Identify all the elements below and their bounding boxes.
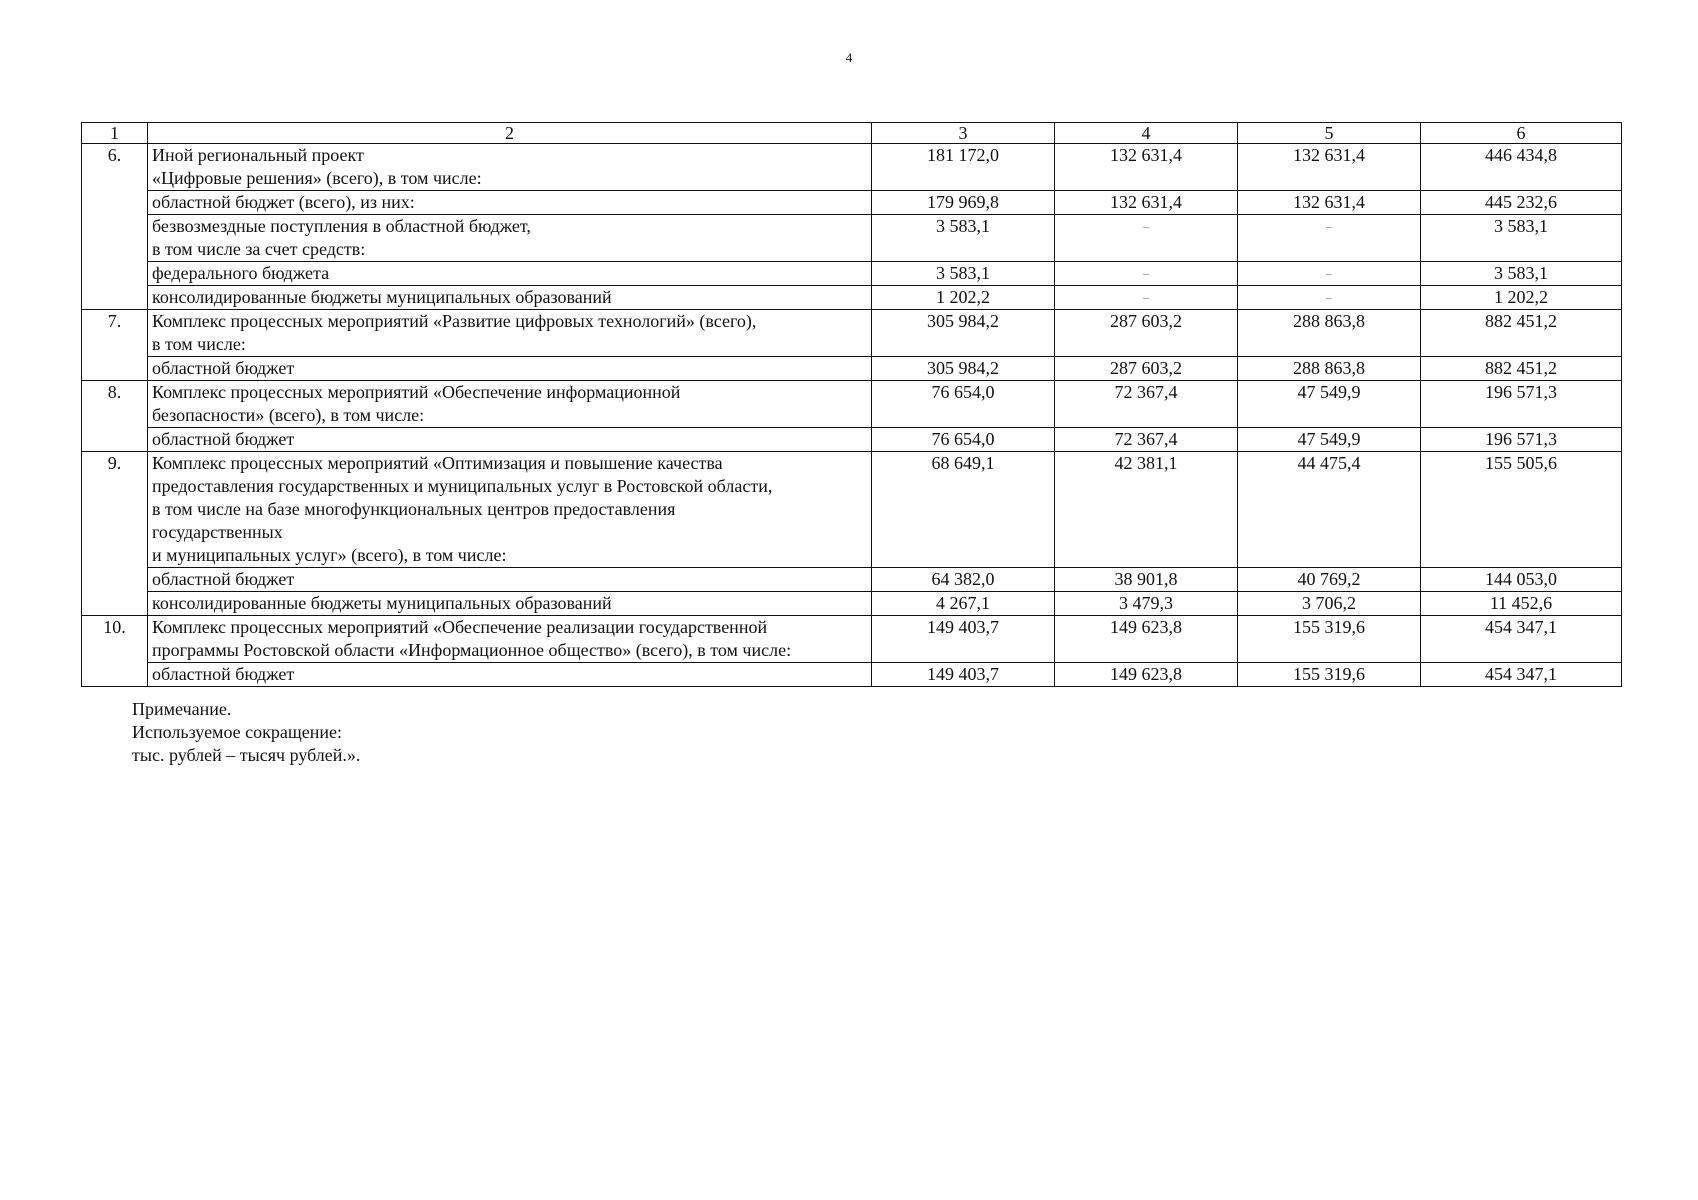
table-row: [82, 215, 1622, 262]
text-line: в том числе на базе многофункциональных центров предоставления: [152, 499, 676, 519]
value-cell: 454 347,1: [1421, 616, 1622, 663]
text-line: Комплекс процессных мероприятий «Оптимизация и повышение качества: [152, 453, 723, 473]
budget-table: [81, 122, 1622, 687]
value-cell: –: [1238, 262, 1421, 286]
row-description: [148, 616, 872, 663]
text-line: федерального бюджета: [152, 263, 330, 283]
text-line: консолидированные бюджеты муниципальных образований: [152, 593, 612, 613]
text-line: областной бюджет: [152, 569, 295, 589]
text-line: Комплекс процессных мероприятий «Развитие цифровых технологий» (всего),: [152, 311, 757, 331]
value-cell: 149 623,8: [1055, 616, 1238, 663]
value-cell: 38 901,8: [1055, 568, 1238, 592]
value-cell: 149 623,8: [1055, 663, 1238, 687]
value-cell: –: [1055, 262, 1238, 286]
text-line: и муниципальных услуг» (всего), в том числе:: [152, 545, 507, 565]
value-cell: 132 631,4: [1238, 191, 1421, 215]
text-line: областной бюджет (всего), из них:: [152, 192, 415, 212]
value-cell: 68 649,1: [872, 452, 1055, 568]
value-cell: 72 367,4: [1055, 428, 1238, 452]
value-cell: 454 347,1: [1421, 663, 1622, 687]
column-header: 6: [1421, 123, 1622, 144]
item-number: 9.: [82, 452, 148, 616]
value-cell: 11 452,6: [1421, 592, 1622, 616]
row-description: [148, 357, 872, 381]
value-cell: 155 319,6: [1238, 663, 1421, 687]
row-description: [148, 568, 872, 592]
row-description: [148, 144, 872, 191]
value-cell: 132 631,4: [1238, 144, 1421, 191]
value-cell: 288 863,8: [1238, 310, 1421, 357]
value-cell: 179 969,8: [872, 191, 1055, 215]
row-description: [148, 592, 872, 616]
value-cell: 155 319,6: [1238, 616, 1421, 663]
table-row: [82, 428, 1622, 452]
value-cell: 3 706,2: [1238, 592, 1421, 616]
value-cell: 76 654,0: [872, 381, 1055, 428]
value-cell: 155 505,6: [1421, 452, 1622, 568]
text-line: в том числе:: [152, 334, 246, 354]
row-description: [148, 191, 872, 215]
table-row: [82, 452, 1622, 568]
table-row: [82, 381, 1622, 428]
value-cell: 76 654,0: [872, 428, 1055, 452]
column-header: 2: [148, 123, 872, 144]
text-line: областной бюджет: [152, 358, 295, 378]
row-description: [148, 452, 872, 568]
value-cell: 3 583,1: [1421, 215, 1622, 262]
value-cell: 305 984,2: [872, 357, 1055, 381]
value-cell: 3 583,1: [1421, 262, 1622, 286]
value-cell: 40 769,2: [1238, 568, 1421, 592]
text-line: безопасности» (всего), в том числе:: [152, 405, 425, 425]
value-cell: –: [1238, 286, 1421, 310]
value-cell: 3 583,1: [872, 262, 1055, 286]
value-cell: 1 202,2: [1421, 286, 1622, 310]
item-number: 6.: [82, 144, 148, 310]
value-cell: –: [1238, 215, 1421, 262]
text-line: безвозмездные поступления в областной бюджет,: [152, 216, 531, 236]
text-line: областной бюджет: [152, 429, 295, 449]
table-row: [82, 144, 1622, 191]
value-cell: 42 381,1: [1055, 452, 1238, 568]
value-cell: 196 571,3: [1421, 428, 1622, 452]
value-cell: 4 267,1: [872, 592, 1055, 616]
footnote: [132, 698, 360, 767]
table-row: [82, 616, 1622, 663]
row-description: [148, 310, 872, 357]
value-cell: 72 367,4: [1055, 381, 1238, 428]
row-description: [148, 663, 872, 687]
table-row: [82, 663, 1622, 687]
table-row: [82, 357, 1622, 381]
row-description: [148, 381, 872, 428]
column-header: 3: [872, 123, 1055, 144]
value-cell: 305 984,2: [872, 310, 1055, 357]
value-cell: –: [1055, 286, 1238, 310]
note-line: тыс. рублей – тысяч рублей.».: [132, 745, 361, 765]
table-row: [82, 262, 1622, 286]
value-cell: 149 403,7: [872, 616, 1055, 663]
value-cell: 445 232,6: [1421, 191, 1622, 215]
table-row: [82, 592, 1622, 616]
column-header: 1: [82, 123, 148, 144]
value-cell: 882 451,2: [1421, 357, 1622, 381]
table-row: [82, 310, 1622, 357]
text-line: областной бюджет: [152, 664, 295, 684]
value-cell: –: [1055, 215, 1238, 262]
item-number: 8.: [82, 381, 148, 452]
value-cell: 446 434,8: [1421, 144, 1622, 191]
value-cell: 144 053,0: [1421, 568, 1622, 592]
value-cell: 196 571,3: [1421, 381, 1622, 428]
row-description: [148, 215, 872, 262]
value-cell: 882 451,2: [1421, 310, 1622, 357]
value-cell: 3 479,3: [1055, 592, 1238, 616]
item-number: 7.: [82, 310, 148, 381]
table-row: [82, 568, 1622, 592]
row-description: [148, 428, 872, 452]
table-row: [82, 286, 1622, 310]
column-header: 5: [1238, 123, 1421, 144]
text-line: «Цифровые решения» (всего), в том числе:: [152, 168, 482, 188]
value-cell: 287 603,2: [1055, 310, 1238, 357]
value-cell: 1 202,2: [872, 286, 1055, 310]
column-header: 4: [1055, 123, 1238, 144]
value-cell: 181 172,0: [872, 144, 1055, 191]
note-title: Примечание.: [132, 699, 232, 719]
row-description: [148, 286, 872, 310]
text-line: Комплекс процессных мероприятий «Обеспечение информационной: [152, 382, 681, 402]
text-line: консолидированные бюджеты муниципальных образований: [152, 287, 612, 307]
value-cell: 47 549,9: [1238, 381, 1421, 428]
value-cell: 132 631,4: [1055, 144, 1238, 191]
column-number-row: [82, 123, 1622, 144]
table-row: [82, 191, 1622, 215]
note-line: Используемое сокращение:: [132, 722, 342, 742]
value-cell: 287 603,2: [1055, 357, 1238, 381]
value-cell: 132 631,4: [1055, 191, 1238, 215]
value-cell: 64 382,0: [872, 568, 1055, 592]
value-cell: 149 403,7: [872, 663, 1055, 687]
text-line: в том числе за счет средств:: [152, 239, 366, 259]
text-line: Комплекс процессных мероприятий «Обеспечение реализации государственной: [152, 617, 768, 637]
value-cell: 3 583,1: [872, 215, 1055, 262]
value-cell: 44 475,4: [1238, 452, 1421, 568]
text-line: предоставления государственных и муниципальных услуг в Ростовской области,: [152, 476, 773, 496]
item-number: 10.: [82, 616, 148, 687]
page-number: 4: [845, 50, 853, 65]
text-line: государственных: [152, 522, 283, 542]
text-line: программы Ростовской области «Информационное общество» (всего), в том числе:: [152, 640, 792, 660]
value-cell: 47 549,9: [1238, 428, 1421, 452]
value-cell: 288 863,8: [1238, 357, 1421, 381]
text-line: Иной региональный проект: [152, 145, 364, 165]
row-description: [148, 262, 872, 286]
